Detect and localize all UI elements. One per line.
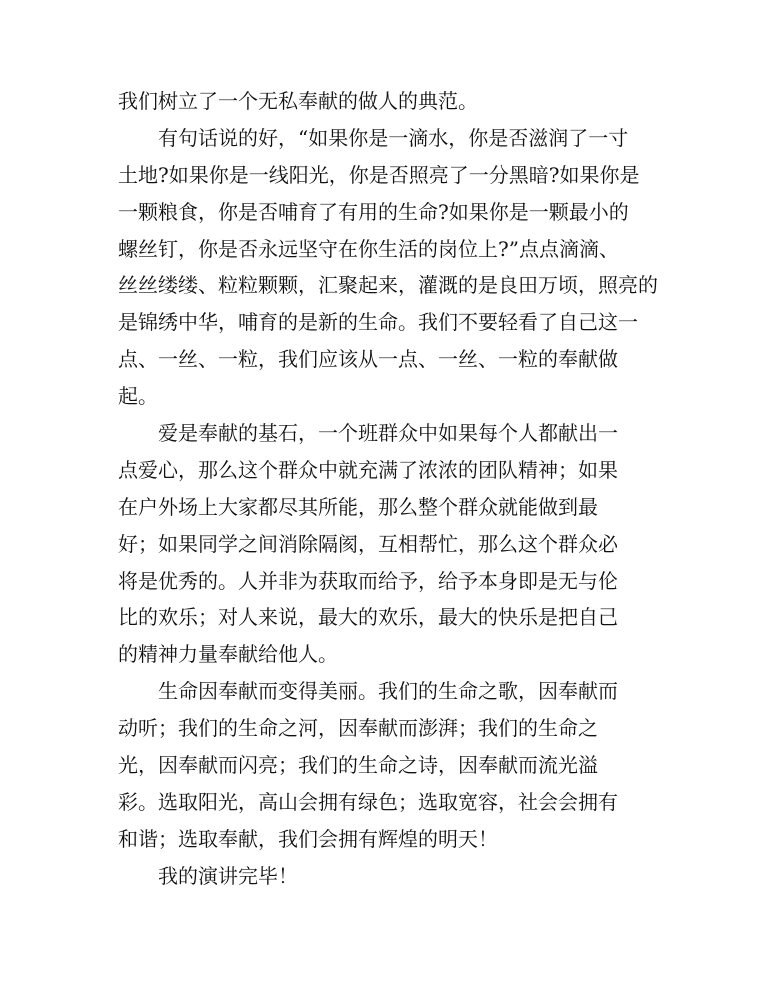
text-line: 土地?如果你是一线阳光，你是否照亮了一分黑暗?如果你是 [118, 162, 640, 187]
text-line: 一颗粮食，你是否哺育了有用的生命?如果你是一颗最小的 [118, 199, 629, 224]
text-line: 在户外场上大家都尽其所能，那么整个群众就能做到最 [118, 494, 598, 519]
text-line: 丝丝缕缕、粒粒颗颗，汇聚起来，灌溉的是良田万顷，照亮的 [118, 273, 658, 298]
text-line: 起。 [118, 384, 158, 409]
text-line: 和谐；选取奉献，我们会拥有辉煌的明天！ [118, 826, 498, 851]
text-line: 将是优秀的。人并非为获取而给予，给予本身即是无与伦 [118, 568, 618, 593]
text-line: 光，因奉献而闪亮；我们的生命之诗，因奉献而流光溢 [118, 753, 598, 778]
text-line: 的精神力量奉献给他人。 [118, 642, 338, 667]
text-line: 点爱心，那么这个群众中就充满了浓浓的团队精神；如果 [118, 457, 618, 482]
paragraph-continuation [118, 83, 658, 120]
paragraph-closing [118, 858, 658, 895]
text-line: 好；如果同学之间消除隔阂，互相帮忙，那么这个群众必 [118, 531, 618, 556]
paragraph-love [118, 415, 658, 673]
text-line: 爱是奉献的基石，一个班群众中如果每个人都献出一 [158, 421, 618, 446]
text-line: 生命因奉献而变得美丽。我们的生命之歌，因奉献而 [158, 679, 618, 704]
text-line: 比的欢乐；对人来说，最大的欢乐，最大的快乐是把自己 [118, 605, 618, 630]
paragraph-life [118, 673, 658, 857]
text-line: 动听；我们的生命之河，因奉献而澎湃；我们的生命之 [118, 716, 598, 741]
paragraph-quote [118, 120, 658, 415]
text-line: 有句话说的好，“如果你是一滴水，你是否滋润了一寸 [158, 125, 629, 150]
text-line: 螺丝钉，你是否永远坚守在你生活的岗位上?”点点滴滴、 [118, 236, 619, 261]
text-line: 是锦绣中华，哺育的是新的生命。我们不要轻看了自己这一 [118, 310, 638, 335]
speech-body [118, 83, 658, 895]
text-line: 彩。选取阳光，高山会拥有绿色；选取宽容，社会会拥有 [118, 789, 618, 814]
text-line: 我们树立了一个无私奉献的做人的典范。 [118, 89, 478, 113]
text-line: 我的演讲完毕！ [158, 863, 298, 888]
text-line: 点、一丝、一粒，我们应该从一点、一丝、一粒的奉献做 [118, 347, 618, 372]
